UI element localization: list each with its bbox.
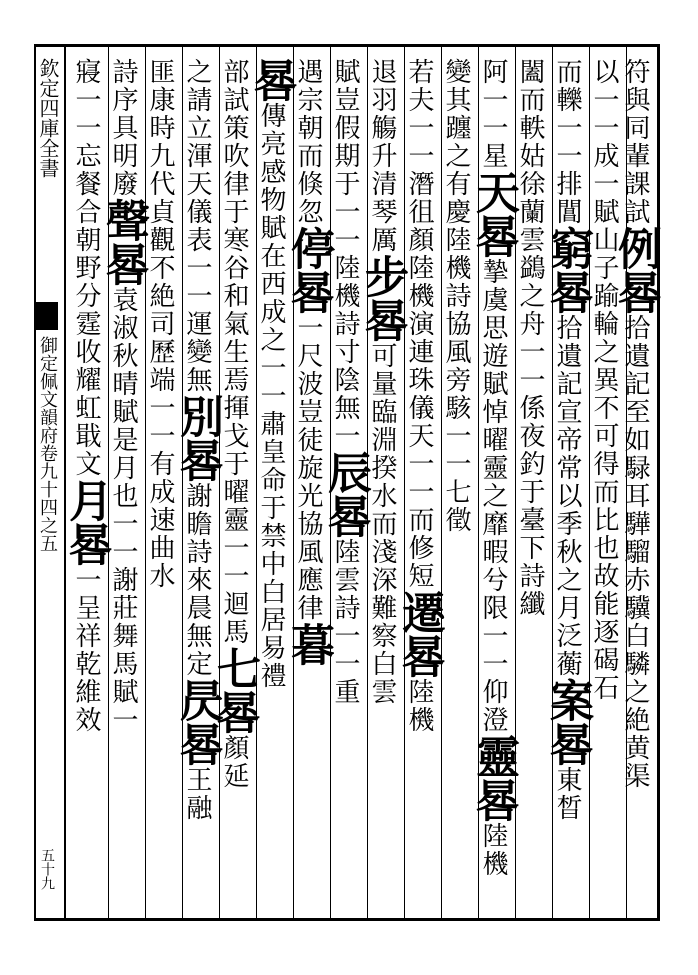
- column-text: 詩序具明廢: [108, 58, 138, 198]
- column-text: 寢一一忘餐: [71, 58, 101, 198]
- book-title: 御定佩文韻府卷九十四之五: [37, 336, 58, 552]
- headword: 月晷: [61, 478, 112, 566]
- column-text: 謝瞻詩來晨無定: [182, 482, 212, 678]
- column-text: 賦豈假期于一一: [330, 58, 360, 254]
- headword: 暮: [283, 622, 334, 666]
- text-column-11: [246, 58, 297, 910]
- column-text: 謝莊舞馬賦一: [108, 566, 138, 734]
- column-text: 拾遺記至如騄耳驊騮赤驥白驎之絶黄渠: [620, 314, 650, 790]
- text-column-9: [320, 58, 371, 910]
- headword: 別晷: [172, 394, 223, 482]
- column-text: 端一一有成速: [145, 366, 175, 534]
- text-column-10: [283, 58, 334, 910]
- page-number: 五十九: [39, 848, 55, 890]
- column-text: 光協風應律: [293, 482, 323, 622]
- headword: 聲晷: [98, 198, 149, 286]
- column-text: 陸機詩寸陰無一: [330, 254, 360, 450]
- column-text: 闔而軼姑徐: [515, 58, 545, 198]
- column-text: 退羽觴升清琴厲: [367, 58, 397, 254]
- headword: 遷晷: [394, 590, 445, 678]
- headword: 昃晷: [172, 678, 223, 766]
- headword: 窮晷: [542, 226, 593, 314]
- headword: 停晷: [283, 226, 334, 314]
- column-text: 傳亮感物賦在西成之一一肅皇命于禁中白居易禮: [256, 102, 286, 690]
- text-column-2: [590, 58, 626, 910]
- column-text: 一呈祥乾維效: [71, 566, 101, 734]
- headword: 例晷: [610, 226, 661, 314]
- column-text: 詩纖: [515, 562, 545, 618]
- column-text: 阿一一星: [478, 58, 508, 170]
- column-text: 曲水: [145, 534, 175, 590]
- headword: 案晷: [542, 678, 593, 766]
- text-column-7: [394, 58, 445, 910]
- column-text: 顏延: [219, 734, 249, 790]
- column-text: 一尺波豈徒旋: [293, 314, 323, 482]
- column-text: 七徵: [441, 478, 471, 534]
- column-text: 以一一成一賦: [589, 58, 619, 226]
- column-text: 蘭雲鷁之舟一一係夜釣于臺下: [515, 198, 545, 562]
- column-text: 可量臨淵揆水而淺深難察: [367, 342, 397, 650]
- column-text: 山子踰輪之異不可得而比也故能逐碣石: [589, 226, 619, 702]
- column-text: 陸機: [404, 678, 434, 734]
- column-text: 符與同輩課試: [620, 58, 650, 226]
- column-text: 匪康時九代貞觀不絶司歷: [145, 58, 175, 366]
- column-text: 陸雲詩一一重: [330, 538, 360, 706]
- column-text: 拾遺記宣帝常以季秋之月泛蘅: [552, 314, 582, 678]
- column-text: 若夫一一潛徂顏: [404, 58, 434, 254]
- column-text: 陸機演連珠儀天一一而修短: [404, 254, 434, 590]
- column-text: 合朝野分霆收耀虹戢文: [71, 198, 101, 478]
- text-column-12: [209, 58, 260, 910]
- column-text: 之請立渾天儀表一一運變無: [182, 58, 212, 394]
- text-column-13: [172, 58, 223, 910]
- frame-right-rule: [657, 44, 660, 921]
- column-text: 遇宗朝而倏忽: [293, 58, 323, 226]
- text-column-15: [98, 58, 149, 910]
- column-text: 白雲: [367, 650, 397, 706]
- text-column-6: [442, 58, 478, 910]
- column-text: 摯虞思遊賦悼曜靈之靡暇兮限一一仰澄: [478, 258, 508, 734]
- frame-bottom-rule: [34, 918, 660, 921]
- headword: 辰晷: [320, 450, 371, 538]
- text-column-4: [516, 58, 552, 910]
- headword: 晷: [246, 58, 297, 102]
- text-column-5: [468, 58, 519, 910]
- text-column-1: [610, 58, 661, 910]
- column-text: 變其躔: [441, 58, 471, 142]
- text-column-14: [146, 58, 182, 910]
- headword: 七晷: [209, 646, 260, 734]
- column-text: 部試策吹律于寒谷和氣生焉揮戈于曜靈一一迴馬: [219, 58, 249, 646]
- column-text: 之有慶陸機詩協風旁駭一一: [441, 142, 471, 478]
- fish-tail-mark: [36, 302, 58, 330]
- text-column-16: [61, 58, 112, 910]
- text-column-8: [357, 58, 408, 910]
- column-text: 而轢一一排閶: [552, 58, 582, 226]
- column-text: 東晳: [552, 766, 582, 822]
- library-title: 欽定四庫全書: [36, 58, 60, 178]
- headword: 靈晷: [468, 734, 519, 822]
- column-text: 王融: [182, 766, 212, 822]
- column-text: 袁淑秋晴賦是月也一一: [108, 286, 138, 566]
- headword: 步晷: [357, 254, 408, 342]
- column-text: 陸機: [478, 822, 508, 878]
- headword: 天晷: [468, 170, 519, 258]
- text-column-3: [542, 58, 593, 910]
- frame-top-rule: [34, 44, 660, 47]
